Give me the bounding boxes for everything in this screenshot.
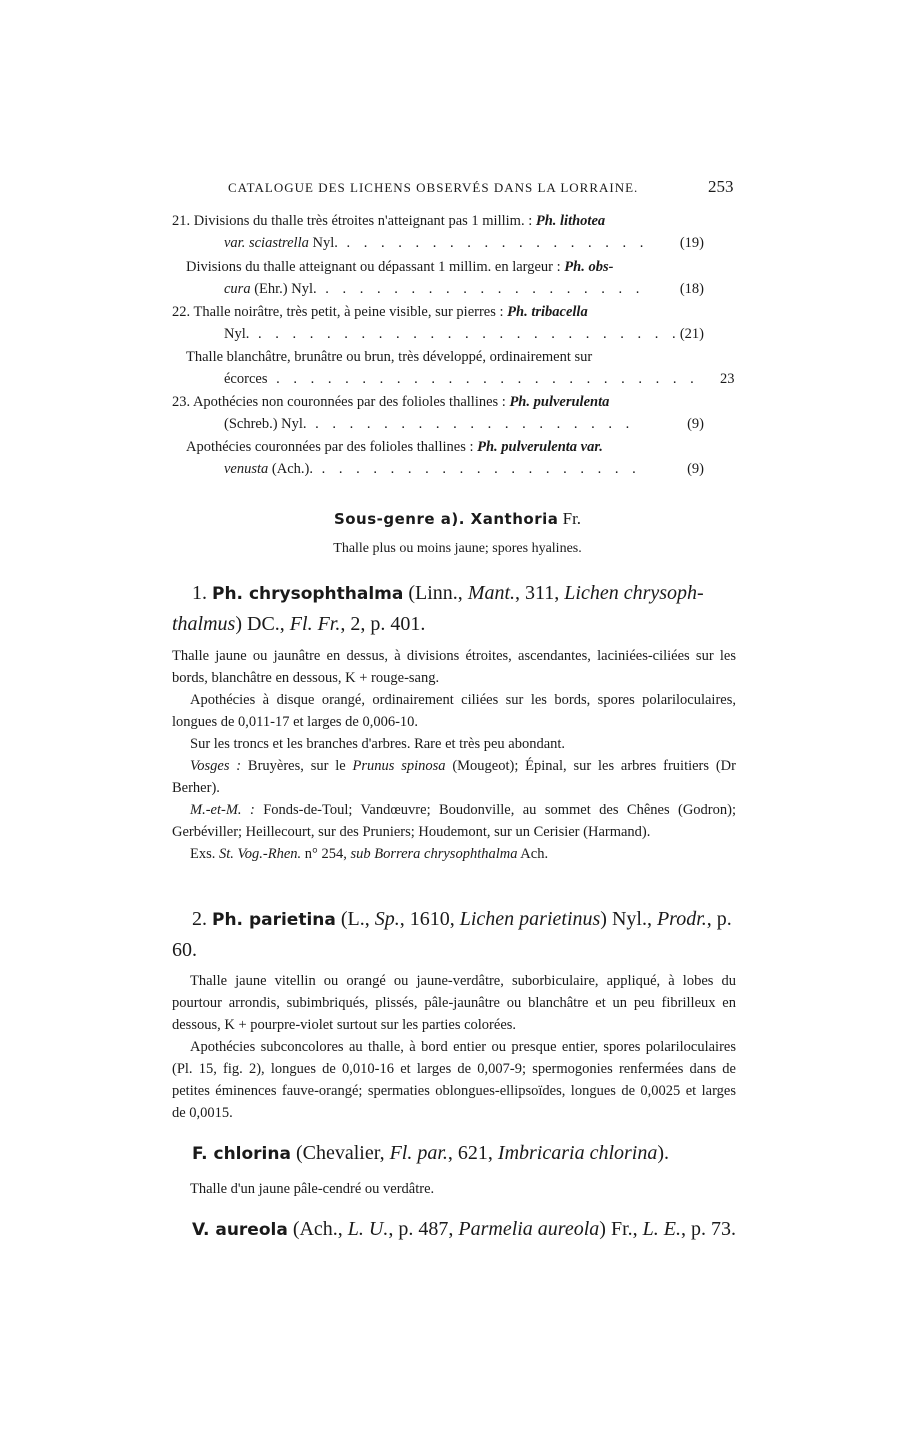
key-line: écorces . . . . . . . . . . . . . . . . . . . . . . . . . 23 bbox=[224, 368, 704, 390]
paragraph: Sur les troncs et les branches d'arbres. Rare et très peu abondant. bbox=[190, 736, 566, 752]
key-line: Nyl. . . . . . . . . . . . . . . . . . . . . . . . . . (21) bbox=[224, 323, 704, 345]
key-line: Apothécies couronnées par des folioles thallines : Ph. pulverulenta var. bbox=[186, 439, 603, 455]
key-line: 23. Apothécies non couronnées par des folioles thallines : Ph. pulverulenta bbox=[172, 394, 610, 410]
form-description: Thalle d'un jaune pâle-cendré ou verdâtre. bbox=[190, 1181, 435, 1197]
key-line: Divisions du thalle atteignant ou dépassant 1 millim. en largeur : Ph. obs- bbox=[186, 259, 614, 275]
key-line: cura (Ehr.) Nyl. . . . . . . . . . . . . . . . . . . . (18) bbox=[224, 278, 704, 300]
key-line: (Schreb.) Nyl. . . . . . . . . . . . . . . . . . . . (9) bbox=[224, 413, 704, 435]
key-ref: (21) bbox=[679, 326, 704, 342]
paragraph: Apothécies subconcolores au thalle, à bord entier ou presque entier, spores polariloculaires (Pl. 15, fig. 2), longues de 0,010-16 et larges de 0,007-9; spermogonies renfermées dans de petites éminences fauve-orangé; spermaties oblongues-ellipsoïdes, longues de 0,0025 et larges de 0,0015. bbox=[172, 1039, 736, 1121]
paragraph: Vosges : Bruyères, sur le Prunus spinosa (Mougeot); Épinal, sur les arbres fruitiers (Dr Berher). bbox=[172, 758, 736, 796]
paragraph: Apothécies à disque orangé, ordinairement ciliées sur les bords, spores polariloculaires, longues de 0,011-17 et larges de 0,006-10. bbox=[172, 692, 736, 730]
paragraph: Thalle jaune vitellin ou orangé ou jaune-verdâtre, suborbiculaire, appliqué, à lobes du pourtour arrondis, subimbriqués, plissés, pâle-jaunâtre ou blanchâtre et un peu fibrilleux en dessous, K + pourpre-violet surtout sur les parties colorées. bbox=[172, 973, 736, 1033]
paragraph: M.-et-M. : Fonds-de-Toul; Vandœuvre; Boudonville, au sommet des Chênes (Godron); Gerbéviller; Heillecourt, sur des Pruniers; Houdemont, sur un Cerisier (Harmand). bbox=[172, 802, 736, 840]
species-heading: 2. Ph. parietina (L., Sp., 1610, Lichen parietinus) Nyl., Prodr., p. 60. bbox=[172, 908, 732, 961]
key-ref: 23 bbox=[720, 371, 735, 387]
page-number: 253 bbox=[708, 177, 734, 196]
key-ref: (19) bbox=[679, 235, 704, 251]
key-ref: (9) bbox=[687, 461, 704, 477]
key-line: venusta (Ach.). . . . . . . . . . . . . . . . . . . . (9) bbox=[224, 458, 704, 480]
section-subtitle: Thalle plus ou moins jaune; spores hyalines. bbox=[333, 541, 582, 556]
form-heading: F. chlorina (Chevalier, Fl. par., 621, Imbricaria chlorina). bbox=[192, 1142, 670, 1164]
species-description bbox=[172, 970, 736, 1124]
paragraph: Thalle jaune ou jaunâtre en dessus, à divisions étroites, ascendantes, laciniées-ciliées sur les bords, blanchâtre en dessous, K + rouge-sang. bbox=[172, 648, 736, 686]
key-line: 22. Thalle noirâtre, très petit, à peine visible, sur pierres : Ph. tribacella bbox=[172, 304, 588, 320]
variety-heading: V. aureola (Ach., L. U., p. 487, Parmelia aureola) Fr., L. E., p. 73. bbox=[192, 1218, 736, 1240]
key-ref: (18) bbox=[679, 281, 704, 297]
key-line: var. sciastrella Nyl. . . . . . . . . . . . . . . . . . . (19) bbox=[224, 232, 704, 254]
species-description bbox=[172, 645, 736, 865]
key-line: 21. Divisions du thalle très étroites n'atteignant pas 1 millim. : Ph. lithotea bbox=[172, 213, 606, 229]
paragraph: Exs. St. Vog.-Rhen. n° 254, sub Borrera chrysophthalma Ach. bbox=[190, 846, 549, 862]
running-title: CATALOGUE DES LICHENS OBSERVÉS DANS LA LORRAINE. bbox=[228, 180, 639, 195]
section-title: Sous-genre a). Xanthoria Fr. bbox=[333, 509, 582, 528]
species-heading: 1. Ph. chrysophthalma (Linn., Mant., 311, Lichen chrysoph-thalmus) DC., Fl. Fr., 2, p. 401. bbox=[172, 582, 704, 635]
key-line: Thalle blanchâtre, brunâtre ou brun, très développé, ordinairement sur bbox=[186, 349, 593, 365]
key-ref: (9) bbox=[687, 416, 704, 432]
